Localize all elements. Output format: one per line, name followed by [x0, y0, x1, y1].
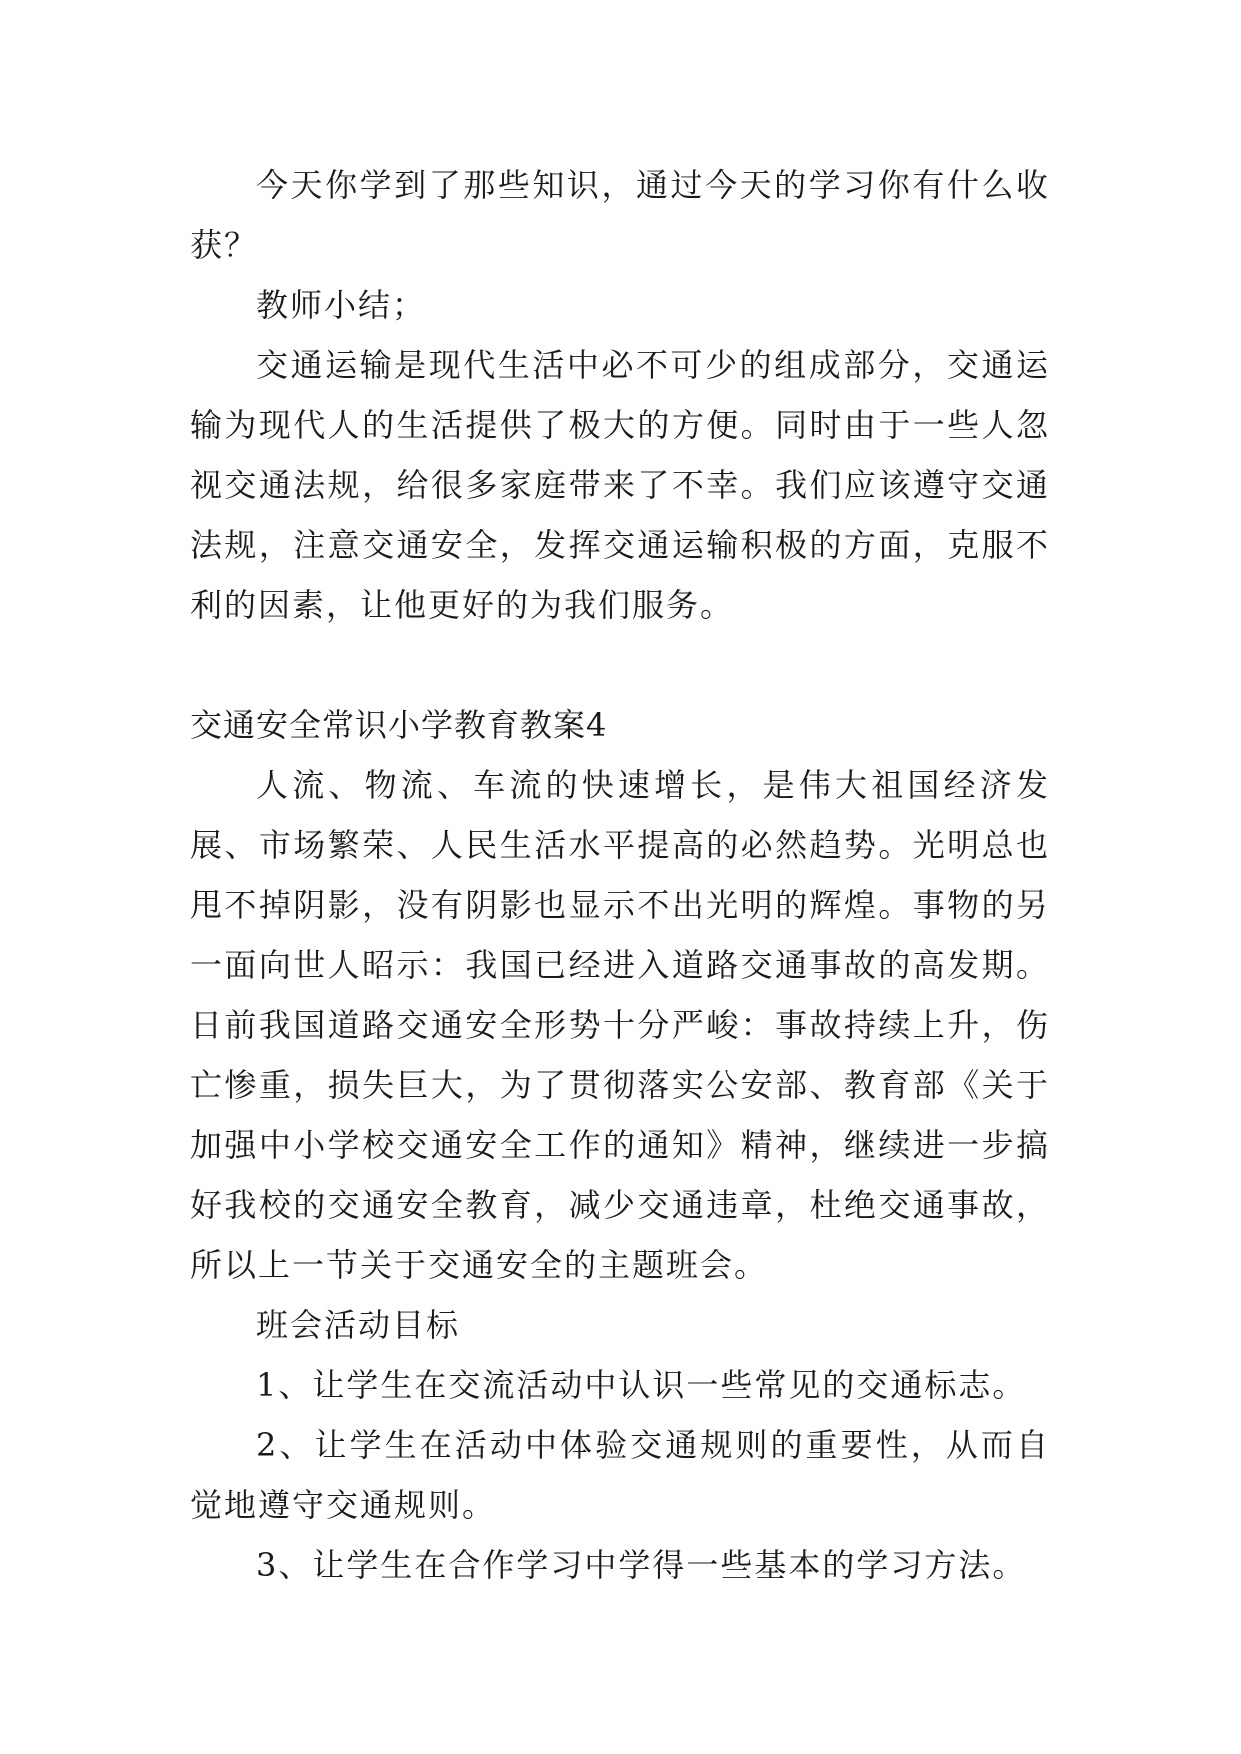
document-body: [190, 155, 1050, 1595]
paragraph-goal-3: 3、让学生在合作学习中学得一些基本的学习方法。: [256, 1546, 1027, 1584]
paragraph-teacher-summary: 交通运输是现代生活中必不可少的组成部分，交通运输为现代人的生活提供了极大的方便。同时由于一些人忽视交通法规，给很多家庭带来了不幸。我们应该遵守交通法规，注意交通安全，发挥交通运输积极的方面，克服不利的因素，让他更好的为我们服务。: [190, 346, 1050, 624]
paragraph-goal-1: 1、让学生在交流活动中认识一些常见的交通标志。: [256, 1366, 1027, 1404]
paragraph-teacher-summary-label: 教师小结；: [256, 286, 427, 324]
section-spacer: [190, 635, 1050, 695]
paragraph-goals-title: 班会活动目标: [256, 1306, 461, 1344]
paragraph-reflection-question: 今天你学到了那些知识，通过今天的学习你有什么收获？: [190, 166, 1050, 264]
paragraph-intro: 人流、物流、车流的快速增长，是伟大祖国经济发展、市场繁荣、人民生活水平提高的必然趋势。光明总也甩不掉阴影，没有阴影也显示不出光明的辉煌。事物的另一面向世人昭示：我国已经进入道路交通事故的高发期。日前我国道路交通安全形势十分严峻：事故持续上升，伤亡惨重，损失巨大，为了贯彻落实公安部、教育部《关于加强中小学校交通安全工作的通知》精神，继续进一步搞好我校的交通安全教育，减少交通违章，杜绝交通事故，所以上一节关于交通安全的主题班会。: [190, 766, 1050, 1284]
section-heading: 交通安全常识小学教育教案4: [190, 706, 608, 744]
paragraph-goal-2: 2、让学生在活动中体验交通规则的重要性，从而自觉地遵守交通规则。: [190, 1426, 1050, 1524]
